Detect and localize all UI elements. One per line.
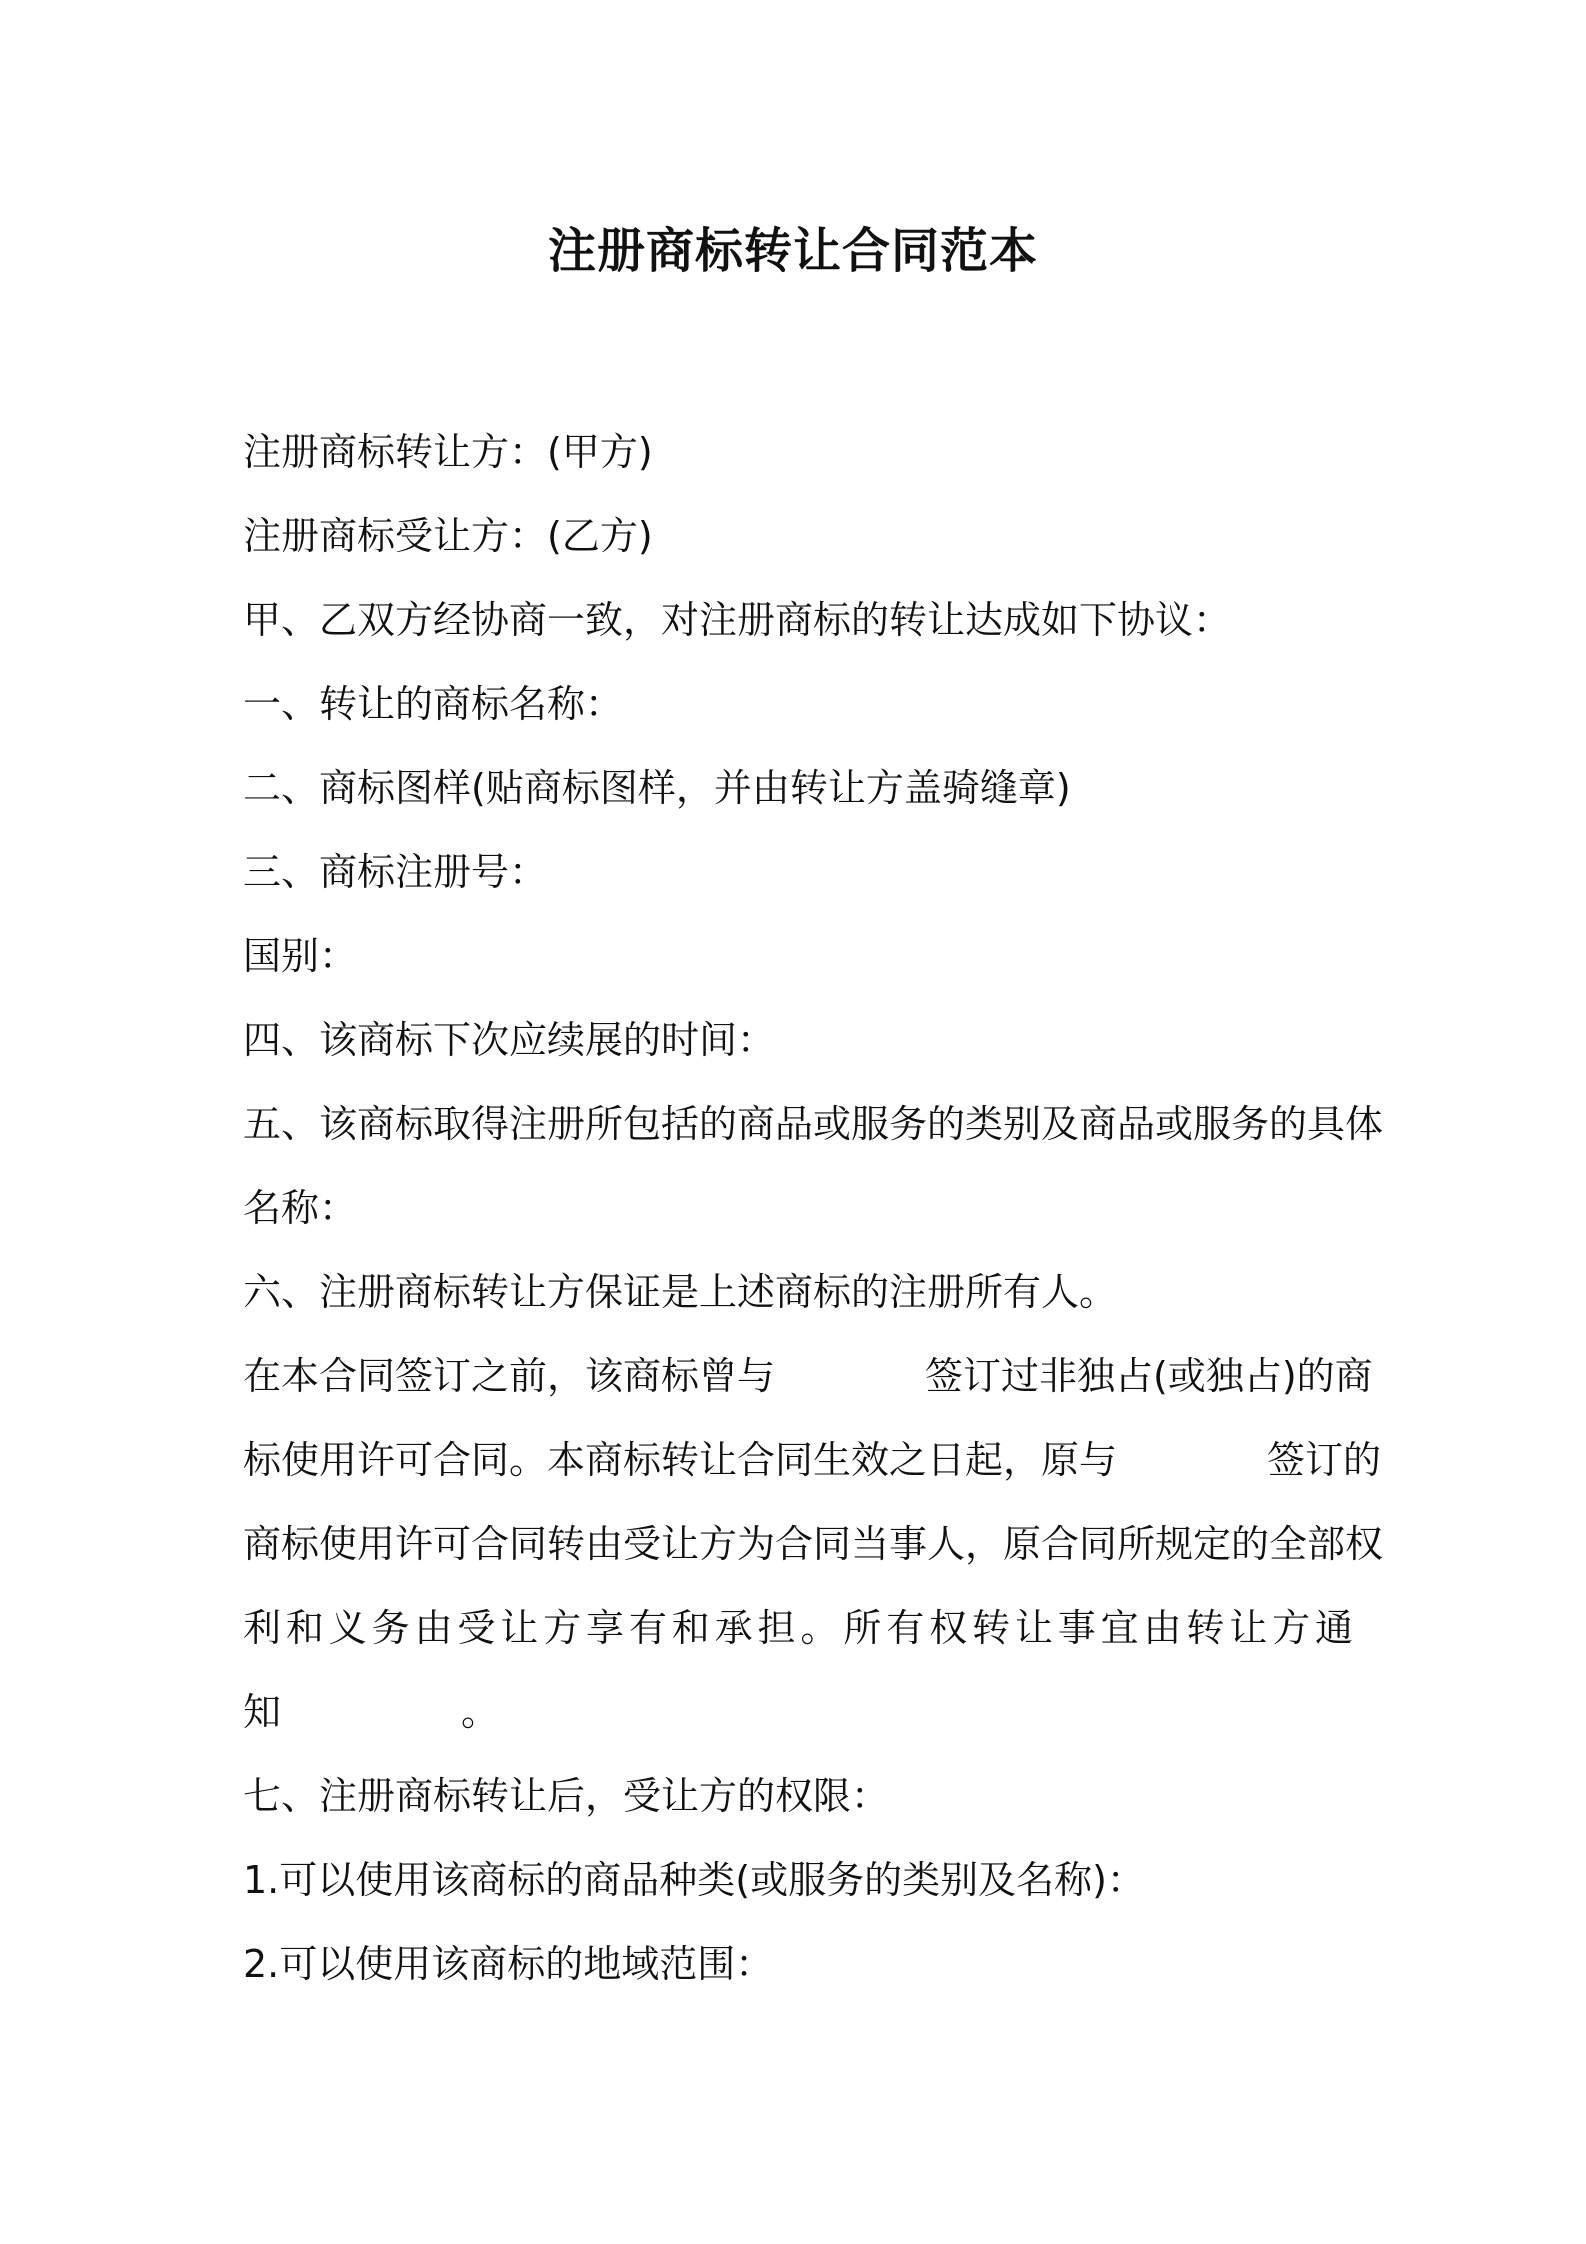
clause-6-license-line-4: 利和义务由受让方享有和承担。所有权转让事宜由转让方通 (243, 1606, 1353, 1650)
clause-4-renewal-time: 四、该商标下次应续展的时间： (243, 1018, 776, 1062)
clause-6-ownership: 六、注册商标转让方保证是上述商标的注册所有人。 (243, 1270, 1118, 1314)
clause-6-license-line-5 (243, 1670, 1353, 1754)
clause-5-goods-services: 五、该商标取得注册所包括的商品或服务的类别及商品或服务的具体 (243, 1102, 1384, 1146)
transferor-line: 注册商标转让方：(甲方) (243, 430, 653, 474)
clause-3-registration-number: 三、商标注册号： (243, 850, 548, 894)
license-text-1a: 在本合同签订之前，该商标曾与 (243, 1354, 776, 1398)
document-title: 注册商标转让合同范本 (547, 223, 1038, 279)
period-mark: 。 (461, 1690, 500, 1734)
agreement-intro: 甲、乙双方经协商一致，对注册商标的转让达成如下协议： (243, 598, 1232, 642)
license-text-1b: 签订过非独占(或独占)的商 (925, 1354, 1373, 1398)
notify-text: 知 (243, 1690, 282, 1734)
clause-6-license-line-1 (243, 1334, 1373, 1418)
clause-2-trademark-sample: 二、商标图样(贴商标图样，并由转让方盖骑缝章) (243, 766, 1071, 810)
clause-5-name-line: 名称： (243, 1186, 358, 1230)
document-body (243, 410, 1384, 2006)
clause-6-license-line-3: 商标使用许可合同转由受让方为合同当事人，原合同所规定的全部权 (243, 1522, 1384, 1566)
clause-1-trademark-name: 一、转让的商标名称： (243, 682, 624, 726)
transferee-line: 注册商标受让方：(乙方) (243, 514, 653, 558)
license-text-2a: 标使用许可合同。本商标转让合同生效之日起，原与 (243, 1438, 1118, 1482)
country-line: 国别： (243, 934, 358, 978)
clause-7-rights: 七、注册商标转让后，受让方的权限： (243, 1774, 890, 1818)
clause-7-item-2: 2.可以使用该商标的地域范围： (243, 1942, 774, 1986)
clause-6-license-line-2 (243, 1418, 1382, 1502)
clause-7-item-1: 1.可以使用该商标的商品种类(或服务的类别及名称)： (243, 1858, 1145, 1902)
license-text-2b: 签订的 (1267, 1438, 1382, 1482)
